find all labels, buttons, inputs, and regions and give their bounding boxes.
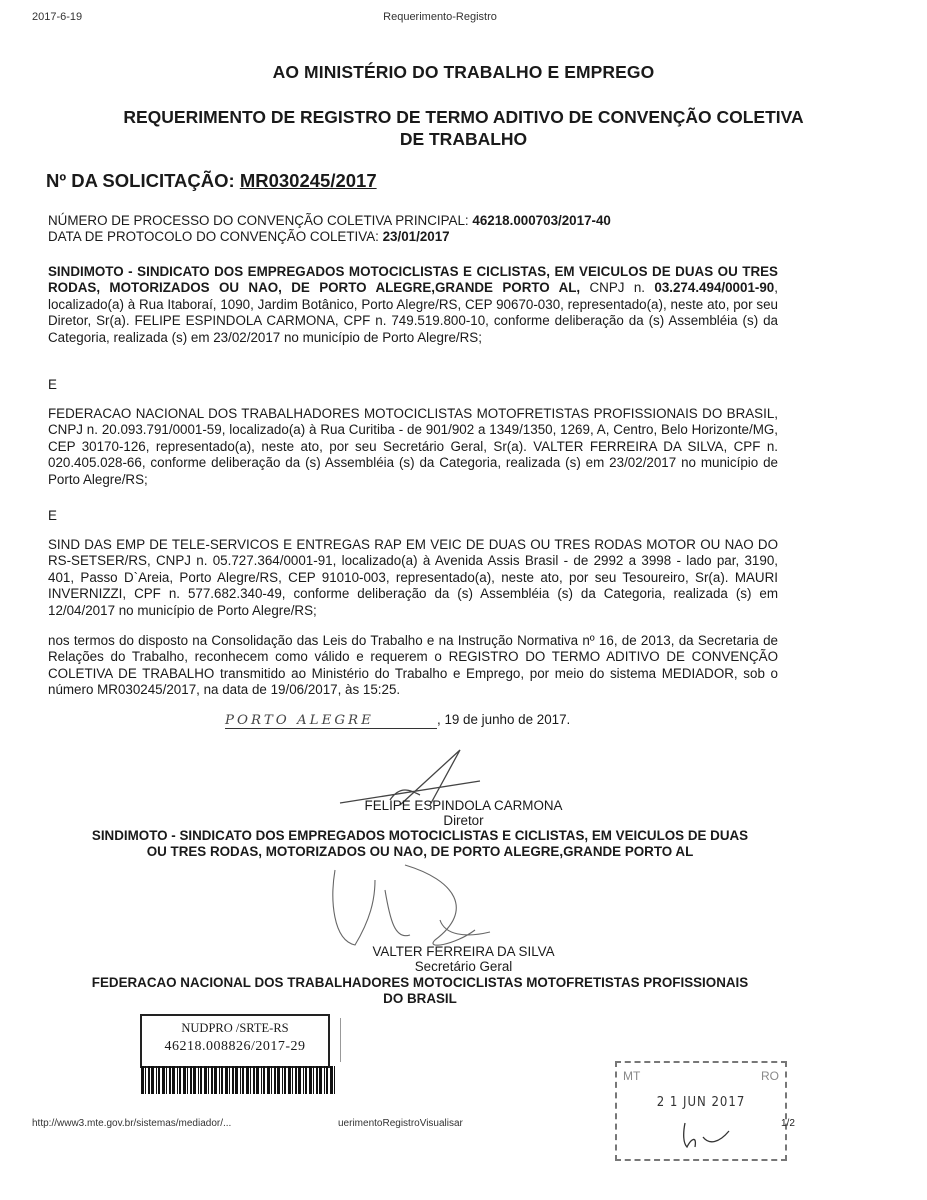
solicitation-label: Nº DA SOLICITAÇÃO: bbox=[46, 170, 235, 191]
handwritten-city: PORTO ALEGRE bbox=[225, 713, 437, 729]
footer-url: http://www3.mte.gov.br/sistemas/mediador/... bbox=[32, 1118, 232, 1129]
signer-2-name: VALTER FERREIRA DA SILVA bbox=[372, 944, 555, 959]
barcode-bar bbox=[263, 1066, 265, 1094]
process-info bbox=[48, 213, 611, 245]
footer-url-tail: uerimentoRegistroVisualisar bbox=[338, 1118, 463, 1129]
party-1-cnpj-prefix: CNPJ n. bbox=[580, 280, 655, 296]
protocol-stamp-label: NUDPRO /SRTE-RS bbox=[181, 1021, 289, 1035]
received-stamp-right: RO bbox=[761, 1069, 779, 1083]
barcode-bar bbox=[282, 1066, 283, 1094]
barcode-bar bbox=[250, 1066, 251, 1094]
barcode-bar bbox=[253, 1066, 255, 1094]
signer-1-role: Diretor bbox=[443, 813, 484, 828]
party-1-cnpj: 03.274.494/0001-90 bbox=[654, 280, 775, 296]
signer-2-org-line-2: DO BRASIL bbox=[383, 991, 457, 1006]
closing-paragraph: nos termos do disposto na Consolidação das Leis do Trabalho e na Instrução Normativa nº 16, de 2013, da Secretaria de Relações do Trabalho, reconhecem como válido e requerem o REGISTRO DO TERMO ADITIVO DE CONVENÇÃO COLETIVA DE TRABALHO transmitido ao Ministério do Trabalho e Emprego, por meio do sistema MEDIADOR, sob o número MR030245/2017, na data de 19/06/2017, às 15:25. bbox=[48, 633, 778, 698]
subtitle-line-1: REQUERIMENTO DE REGISTRO DE TERMO ADITIVO DE CONVENÇÃO COLETIVA bbox=[123, 107, 804, 127]
barcode-bar bbox=[298, 1066, 301, 1094]
barcode-bar bbox=[179, 1066, 181, 1094]
barcode-bar bbox=[284, 1066, 286, 1094]
barcode-bar bbox=[313, 1066, 314, 1094]
barcode-bar bbox=[219, 1066, 220, 1094]
barcode-bar bbox=[267, 1066, 270, 1094]
barcode-bar bbox=[246, 1066, 249, 1094]
party-2-paragraph: FEDERACAO NACIONAL DOS TRABALHADORES MOTOCICLISTAS MOTOFRETISTAS PROFISSIONAIS DO BRASIL, CNPJ n. 20.093.791/0001-59, localizado(a) à Rua Curitiba - de 901/902 a 1349/1350, 1269, A, Centro, Belo Horizonte/MG, CEP 30170-126, representado(a), neste ato, por seu Secretário Geral, Sr(a). VALTER FERREIRA DA SILVA, CPF n. 020.405.028-66, conforme deliberação da (s) Assembléia (s) da Categoria, realizada (s) em 23/02/2017 no município de Porto Alegre/RS; bbox=[48, 406, 778, 487]
process-label: NÚMERO DE PROCESSO DO CONVENÇÃO COLETIVA PRINCIPAL: bbox=[48, 213, 469, 228]
received-initials bbox=[677, 1119, 737, 1151]
protocol-date: 23/01/2017 bbox=[382, 229, 450, 244]
barcode-bar bbox=[190, 1066, 192, 1094]
barcode-bar bbox=[305, 1066, 307, 1094]
barcode-bar bbox=[235, 1066, 238, 1094]
barcode-bar bbox=[211, 1066, 213, 1094]
party-1-paragraph bbox=[48, 264, 778, 346]
barcode-bar bbox=[256, 1066, 259, 1094]
barcode-bar bbox=[162, 1066, 165, 1094]
barcode-bar bbox=[292, 1066, 293, 1094]
barcode-bar bbox=[334, 1066, 335, 1094]
connector-1: E bbox=[48, 377, 57, 392]
signer-2-org-line-1: FEDERACAO NACIONAL DOS TRABALHADORES MOTOCICLISTAS MOTOFRETISTAS PROFISSIONAIS bbox=[91, 975, 749, 990]
signature-valter bbox=[315, 860, 505, 950]
print-date: 2017-6-19 bbox=[32, 11, 83, 23]
barcode-bar bbox=[271, 1066, 272, 1094]
subtitle-line-2: DE TRABALHO bbox=[399, 129, 528, 149]
signer-1-org bbox=[30, 828, 810, 860]
received-stamp-date: 2 1 JUN 2017 bbox=[656, 1095, 746, 1110]
barcode-bar bbox=[330, 1066, 333, 1094]
signer-1-org-line-2: OU TRES RODAS, MOTORIZADOS OU NAO, DE PORTO ALEGRE,GRANDE PORTO AL bbox=[146, 844, 694, 859]
protocol-label: DATA DE PROTOCOLO DO CONVENÇÃO COLETIVA: bbox=[48, 229, 379, 244]
received-stamp-left: MT bbox=[623, 1069, 641, 1083]
barcode-bar bbox=[172, 1066, 175, 1094]
signer-1-name: FELIPE ESPINDOLA CARMONA bbox=[364, 798, 563, 813]
solicitation-number: MR030245/2017 bbox=[239, 170, 377, 191]
barcode-bar bbox=[214, 1066, 217, 1094]
place-date-line bbox=[225, 712, 570, 729]
barcode-bar bbox=[156, 1066, 157, 1094]
barcode-bar bbox=[326, 1066, 328, 1094]
party-3-paragraph: SIND DAS EMP DE TELE-SERVICOS E ENTREGAS RAP EM VEIC DE DUAS OU TRES RODAS MOTOR OU NAO DO RS-SETSER/RS, CNPJ n. 05.727.364/0001-91, localizado(a) à Avenida Assis Brasil - de 2992 a 3998 - lado par, 3190, 401, Passo D`Areia, Porto Alegre/RS, CEP 91010-003, representado(a), neste ato, por seu Tesoureiro, Sr(a). MAURI INVERNIZZI, CPF n. 577.682.340-49, conforme deliberação da (s) Assembléia (s) da Categoria, realizada (s) em 12/04/2017 no município de Porto Alegre/RS; bbox=[48, 537, 778, 618]
signer-1-org-line-1: SINDIMOTO - SINDICATO DOS EMPREGADOS MOTOCICLISTAS E CICLISTAS, EM VEICULOS DE DUAS bbox=[91, 828, 749, 843]
party-1-name: SINDIMOTO - SINDICATO DOS EMPREGADOS MOTOCICLISTAS E CICLISTAS, EM VEICULOS DE DUAS OU TRES RODAS, MOTORIZADOS OU NAO, DE PORTO ALEGRE,GRANDE PORTO AL, bbox=[48, 264, 778, 296]
barcode-bar bbox=[145, 1066, 146, 1094]
barcode-bar bbox=[221, 1066, 223, 1094]
protocol-stamp bbox=[140, 1014, 330, 1068]
process-line bbox=[48, 213, 611, 229]
connector-2: E bbox=[48, 508, 57, 523]
print-page-title: Requerimento-Registro bbox=[383, 11, 497, 23]
signer-2-role: Secretário Geral bbox=[414, 959, 513, 974]
barcode-bar bbox=[141, 1066, 144, 1094]
barcode-bar bbox=[208, 1066, 209, 1094]
process-number: 46218.000703/2017-40 bbox=[472, 213, 611, 228]
protocol-stamp-number: 46218.008826/2017-29 bbox=[164, 1039, 306, 1054]
barcode-bar bbox=[198, 1066, 199, 1094]
barcode-bar bbox=[309, 1066, 312, 1094]
received-stamp bbox=[615, 1061, 787, 1161]
protocol-line bbox=[48, 229, 611, 245]
barcode-bar bbox=[261, 1066, 262, 1094]
barcode-bar bbox=[225, 1066, 228, 1094]
barcode-bar bbox=[240, 1066, 241, 1094]
barcode-bar bbox=[169, 1066, 171, 1094]
signer-2-org bbox=[30, 975, 810, 1007]
barcode-bar bbox=[229, 1066, 230, 1094]
document-title: AO MINISTÉRIO DO TRABALHO E EMPREGO bbox=[272, 62, 655, 82]
barcode-bar bbox=[288, 1066, 291, 1094]
barcode-bar bbox=[277, 1066, 280, 1094]
barcode-bar bbox=[232, 1066, 234, 1094]
barcode-bar bbox=[177, 1066, 178, 1094]
solicitation-heading bbox=[46, 170, 377, 192]
barcode-bar bbox=[158, 1066, 160, 1094]
barcode-bar bbox=[166, 1066, 167, 1094]
barcode-bar bbox=[187, 1066, 188, 1094]
barcode-bar bbox=[183, 1066, 186, 1094]
stamp-edge-line bbox=[340, 1018, 341, 1062]
document-subtitle bbox=[0, 106, 927, 150]
party-1-text: , localizado(a) à Rua Itaboraí, 1090, Jardim Botânico, Porto Alegre/RS, CEP 90670-030, representado(a), neste ato, por seu Diretor, Sr(a). FELIPE ESPINDOLA CARMONA, CPF n. 749.519.800-10, conforme deliberação da (s) Assembléia (s) da Categoria, realizada (s) em 23/02/2017 no município de Porto Alegre/RS; bbox=[48, 280, 778, 345]
barcode-bar bbox=[193, 1066, 196, 1094]
barcode-bar bbox=[295, 1066, 297, 1094]
page-number: 1/2 bbox=[781, 1118, 795, 1129]
barcode-bar bbox=[319, 1066, 322, 1094]
barcode-bar bbox=[303, 1066, 304, 1094]
barcode-bar bbox=[148, 1066, 150, 1094]
barcode-bar bbox=[200, 1066, 202, 1094]
barcode bbox=[141, 1066, 337, 1094]
barcode-bar bbox=[204, 1066, 207, 1094]
barcode-bar bbox=[242, 1066, 244, 1094]
barcode-bar bbox=[151, 1066, 154, 1094]
barcode-bar bbox=[324, 1066, 325, 1094]
barcode-bar bbox=[316, 1066, 318, 1094]
barcode-bar bbox=[274, 1066, 276, 1094]
place-date: , 19 de junho de 2017. bbox=[437, 712, 571, 727]
